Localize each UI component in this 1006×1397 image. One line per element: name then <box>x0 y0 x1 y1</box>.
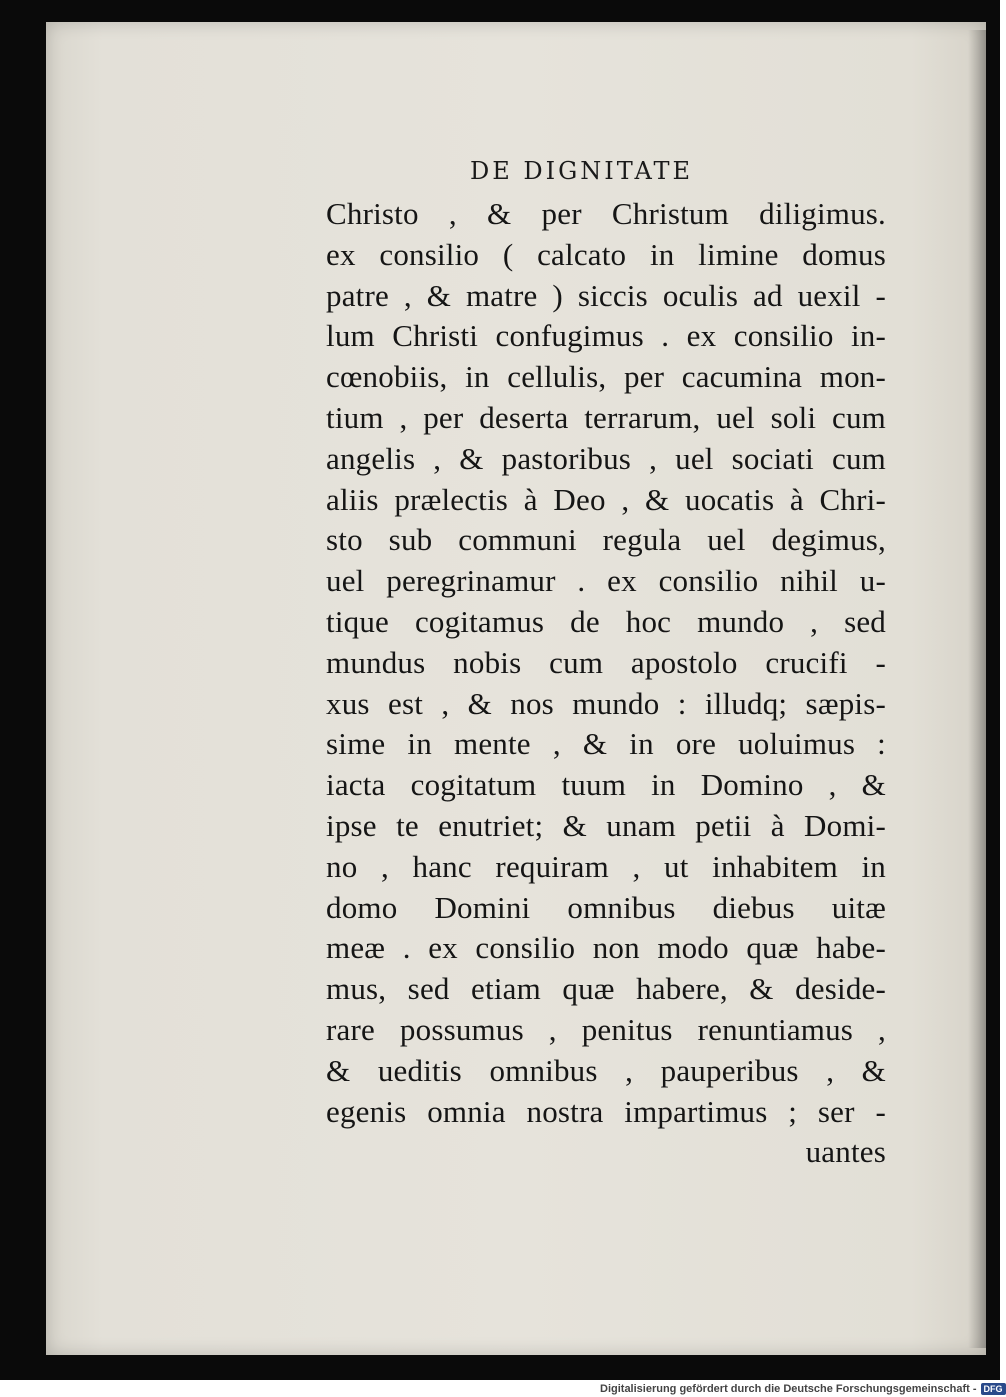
text-line: ipse te enutriet; & unam petii à Domi- <box>326 807 886 843</box>
text-line: iacta cogitatum tuum in Domino , & <box>326 767 886 803</box>
catchword: uantes <box>805 1134 886 1170</box>
page-edge-shadow <box>968 30 986 1348</box>
text-line: & ueditis omnibus , pauperibus , & <box>326 1052 886 1088</box>
text-line: xus est , & nos mundo : illudq; sæpis- <box>326 685 886 721</box>
text-line: sto sub communi regula uel degimus, <box>326 522 886 558</box>
text-line: lum Christi confugimus . ex consilio in- <box>326 318 886 354</box>
text-line: meæ . ex consilio non modo quæ habe- <box>326 930 886 966</box>
text-line: mundus nobis cum apostolo crucifi - <box>326 644 886 680</box>
text-line: uel peregrinamur . ex consilio nihil u- <box>326 563 886 599</box>
text-line: domo Domini omnibus diebus uitæ <box>326 889 886 925</box>
text-line: mus, sed etiam quæ habere, & deside- <box>326 971 886 1007</box>
text-line: Christo , & per Christum diligimus. <box>326 196 886 231</box>
text-line: rare possumus , penitus renuntiamus , <box>326 1011 886 1047</box>
text-line: ex consilio ( calcato in limine domus <box>326 236 886 272</box>
text-line: patre , & matre ) siccis oculis ad uexil - <box>326 277 886 313</box>
text-line: cœnobiis, in cellulis, per cacumina mon- <box>326 359 886 395</box>
body-text <box>326 194 886 1173</box>
text-line: egenis omnia nostra impartimus ; ser - <box>326 1093 886 1129</box>
dfg-logo-icon: DFG <box>981 1383 1006 1395</box>
text-line: tique cogitamus de hoc mundo , sed <box>326 603 886 639</box>
text-line: no , hanc requiram , ut inhabitem in <box>326 848 886 884</box>
text-line: sime in mente , & in ore uoluimus : <box>326 726 886 762</box>
text-line: angelis , & pastoribus , uel sociati cum <box>326 440 886 476</box>
running-head: DE DIGNITATE <box>470 157 694 185</box>
digitization-credit <box>600 1381 1006 1397</box>
text-line: tium , per deserta terrarum, uel soli cum <box>326 399 886 435</box>
credit-text: Digitalisierung gefördert durch die Deutsche Forschungsgemeinschaft - <box>600 1383 977 1395</box>
text-line: aliis prælectis à Deo , & uocatis à Chri- <box>326 481 886 517</box>
